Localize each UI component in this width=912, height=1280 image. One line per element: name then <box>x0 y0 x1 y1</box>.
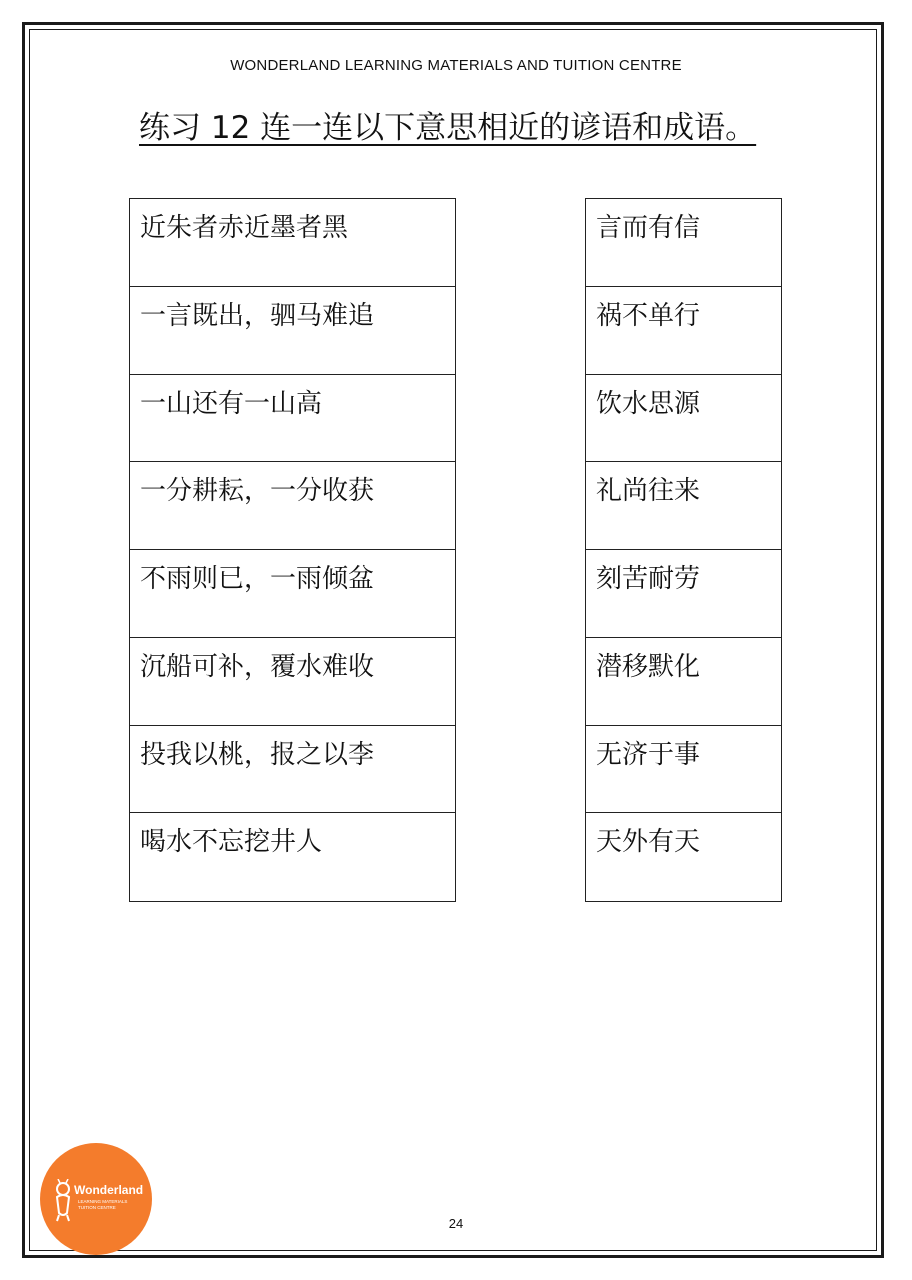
proverb-cell[interactable]: 沉船可补，覆水难收 <box>130 638 455 726</box>
proverb-column <box>129 198 456 902</box>
exercise-title <box>139 106 799 150</box>
logo-subtitle: LEARNING MATERIALS TUITION CENTRE <box>78 1199 128 1210</box>
logo-name: Wonderland <box>74 1183 144 1197</box>
page-header: WONDERLAND LEARNING MATERIALS AND TUITION CENTRE <box>230 57 682 74</box>
idiom-cell[interactable]: 无济于事 <box>586 726 781 814</box>
proverb-cell[interactable]: 喝水不忘挖井人 <box>140 827 323 858</box>
idiom-cell[interactable]: 刻苦耐劳 <box>586 550 781 638</box>
proverb-cell[interactable]: 投我以桃，报之以李 <box>130 726 455 814</box>
wonderland-logo <box>40 1143 152 1255</box>
proverb-cell[interactable]: 一山还有一山高 <box>130 375 455 463</box>
idiom-cell[interactable]: 言而有信 <box>586 199 781 287</box>
proverb-cell[interactable]: 不雨则已，一雨倾盆 <box>130 550 455 638</box>
idiom-cell[interactable]: 潜移默化 <box>586 638 781 726</box>
exercise-title-text: 练习 12 连一连以下意思相近的谚语和成语。 <box>139 110 757 146</box>
proverb-cell[interactable]: 一言既出，驷马难追 <box>130 287 455 375</box>
idiom-column <box>585 198 782 902</box>
proverb-cell[interactable]: 一分耕耘，一分收获 <box>130 462 455 550</box>
page-number: 24 <box>448 1216 464 1231</box>
idiom-cell[interactable]: 祸不单行 <box>586 287 781 375</box>
idiom-cell[interactable]: 饮水思源 <box>586 375 781 463</box>
idiom-cell[interactable]: 天外有天 <box>596 827 701 858</box>
proverb-cell[interactable]: 近朱者赤近墨者黑 <box>130 199 455 287</box>
idiom-cell[interactable]: 礼尚往来 <box>586 462 781 550</box>
